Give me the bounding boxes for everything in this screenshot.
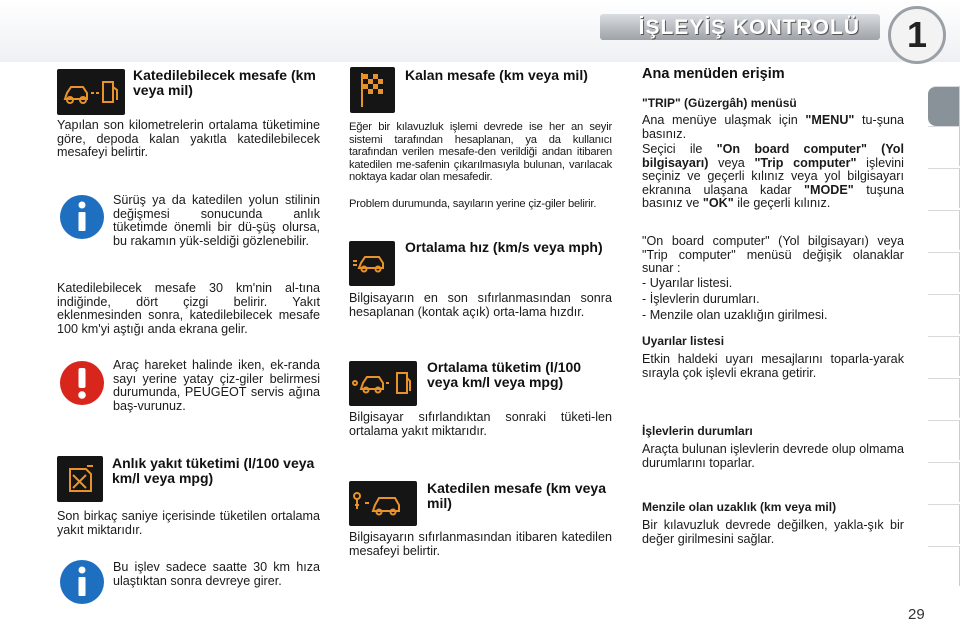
destination-subtitle: Menzile olan uzaklık (km veya mil) — [642, 500, 837, 514]
trip-menu-subtitle: "TRIP" (Güzergâh) menüsü — [642, 96, 797, 110]
checkered-flag-icon — [350, 67, 395, 113]
section-text-remaining: Eğer bir kılavuzluk işlemi devrede ise her an seyir sistemi tarafından hesaplanan, ya da kullanıcı tarafından verilen mesafe-den verildiği andan itibaren katedilen me-safenin çıkarılmasıyla bulunan, varılacak noktaya kadar olan mesafedir. — [349, 121, 612, 184]
side-tab-active[interactable] — [928, 86, 960, 126]
info-icon — [58, 193, 106, 241]
info-note-instant: Bu işlev sadece saatte 30 km hıza ulaştıktan sonra devreye girer. — [113, 560, 320, 588]
para-select-computer: Seçici ile "On board computer" (Yol bilgisayarı) veya "Trip computer" işlevini seçiniz ve geçerli kılınız veya yol bilgisayarı ekranına ulaşana kadar "MODE" tuşuna basınız ve "OK" ile geçerli kılınız. — [642, 142, 905, 211]
section-title-avg-consumption: Ortalama tüketim (l/100 veya km/l veya mpg) — [427, 359, 582, 390]
side-tab[interactable] — [928, 504, 960, 544]
functions-text: Araçta bulunan işlevlerin devrede olup olmama durumlarını toparlar. — [642, 442, 904, 470]
section-text-distance: Bilgisayarın sıfırlanmasından itibaren katedilen mesafeyi belirtir. — [349, 530, 612, 558]
list-item: - Uyarılar listesi. — [642, 276, 733, 290]
section-title-instant: Anlık yakıt tüketimi (l/100 veya km/l veya mpg) — [112, 455, 315, 486]
para-menu-access: Ana menüye ulaşmak için "MENU" tu-şuna basınız. — [642, 113, 905, 141]
para-options: "On board computer" (Yol bilgisayarı) veya "Trip computer" menüsü değişik olanaklar sunar : — [642, 234, 904, 276]
section-text-range-2: Katedilebilecek mesafe 30 km'nin al-tına indiğinde, dört çizgi belirir. Yakıt eklenmesinden sonra, katedilebilecek mesafe 100 km'yi aştığı anda ekrana gelir. — [57, 281, 320, 336]
section-title-distance: Katedilen mesafe (km veya mil) — [427, 480, 606, 511]
side-tab[interactable] — [928, 546, 960, 586]
side-tab[interactable] — [928, 336, 960, 376]
section-title-remaining: Kalan mesafe (km veya mil) — [405, 67, 588, 83]
side-tab[interactable] — [928, 420, 960, 460]
side-tabs — [928, 64, 960, 574]
side-tab[interactable] — [928, 378, 960, 418]
side-tab[interactable] — [928, 252, 960, 292]
options-list — [642, 275, 904, 323]
side-tab[interactable] — [928, 462, 960, 502]
header-title-bar — [600, 14, 880, 40]
car-distance-icon — [349, 481, 417, 526]
warnings-text: Etkin haldeki uyarı mesajlarını toparla-yarak sırayla çok işlevli ekrana getirir. — [642, 352, 904, 380]
warning-note: Araç hareket halinde iken, ek-randa sayı yerine yatay çiz-giler belirmesi durumunda, PEUGEOT servis ağına baş-vurunuz. — [113, 358, 320, 413]
info-note-range: Sürüş ya da katedilen yolun stilinin değişmesi sonucunda anlık tüketimde önemli bir dü-şüş olursa, bu rakamın yük-seldiği gözlenebilir. — [113, 193, 320, 248]
side-tab[interactable] — [928, 126, 960, 166]
section-title-range: Katedilebilecek mesafe (km veya mil) — [133, 67, 316, 98]
info-icon — [58, 558, 106, 606]
car-fuel-range-icon — [57, 69, 125, 115]
list-item: - İşlevlerin durumları. — [642, 292, 760, 306]
warnings-subtitle: Uyarılar listesi — [642, 334, 725, 348]
page-title: İŞLEYİŞ KONTROLÜ — [638, 16, 860, 39]
fuel-can-icon — [57, 456, 103, 502]
section-text-avg-speed: Bilgisayarın en son sıfırlanmasından sonra hesaplanan (kontak açık) orta-lama hızdır. — [349, 291, 612, 319]
page-number: 29 — [908, 606, 925, 623]
car-fuel-icon — [349, 361, 417, 406]
side-tab[interactable] — [928, 210, 960, 250]
section-title-avg-speed: Ortalama hız (km/s veya mph) — [405, 239, 603, 255]
section-text-remaining-2: Problem durumunda, sayıların yerine çiz-giler belirir. — [349, 198, 597, 210]
section-text-range: Yapılan son kilometrelerin ortalama tüketimine göre, depoda kalan yakıtla katedilebilecek mesafeyi belirtir. — [57, 118, 320, 160]
destination-text: Bir kılavuzluk devrede değilken, yakla-şık bir değer girilmesini sağlar. — [642, 518, 904, 546]
functions-subtitle: İşlevlerin durumları — [642, 424, 753, 438]
side-tab[interactable] — [928, 168, 960, 208]
section-text-avg-consumption: Bilgisayar sıfırlandıktan sonraki tüketi-len ortalama yakıt miktarıdır. — [349, 410, 612, 438]
chapter-badge: 1 — [888, 6, 946, 64]
list-item: - Menzile olan uzaklığın girilmesi. — [642, 308, 828, 322]
section-text-instant: Son birkaç saniye içerisinde tüketilen ortalama yakıt miktarıdır. — [57, 509, 320, 537]
warning-icon — [58, 359, 106, 407]
section-title-main-menu: Ana menüden erişim — [642, 66, 785, 82]
car-speed-icon — [349, 241, 395, 286]
side-tab[interactable] — [928, 294, 960, 334]
